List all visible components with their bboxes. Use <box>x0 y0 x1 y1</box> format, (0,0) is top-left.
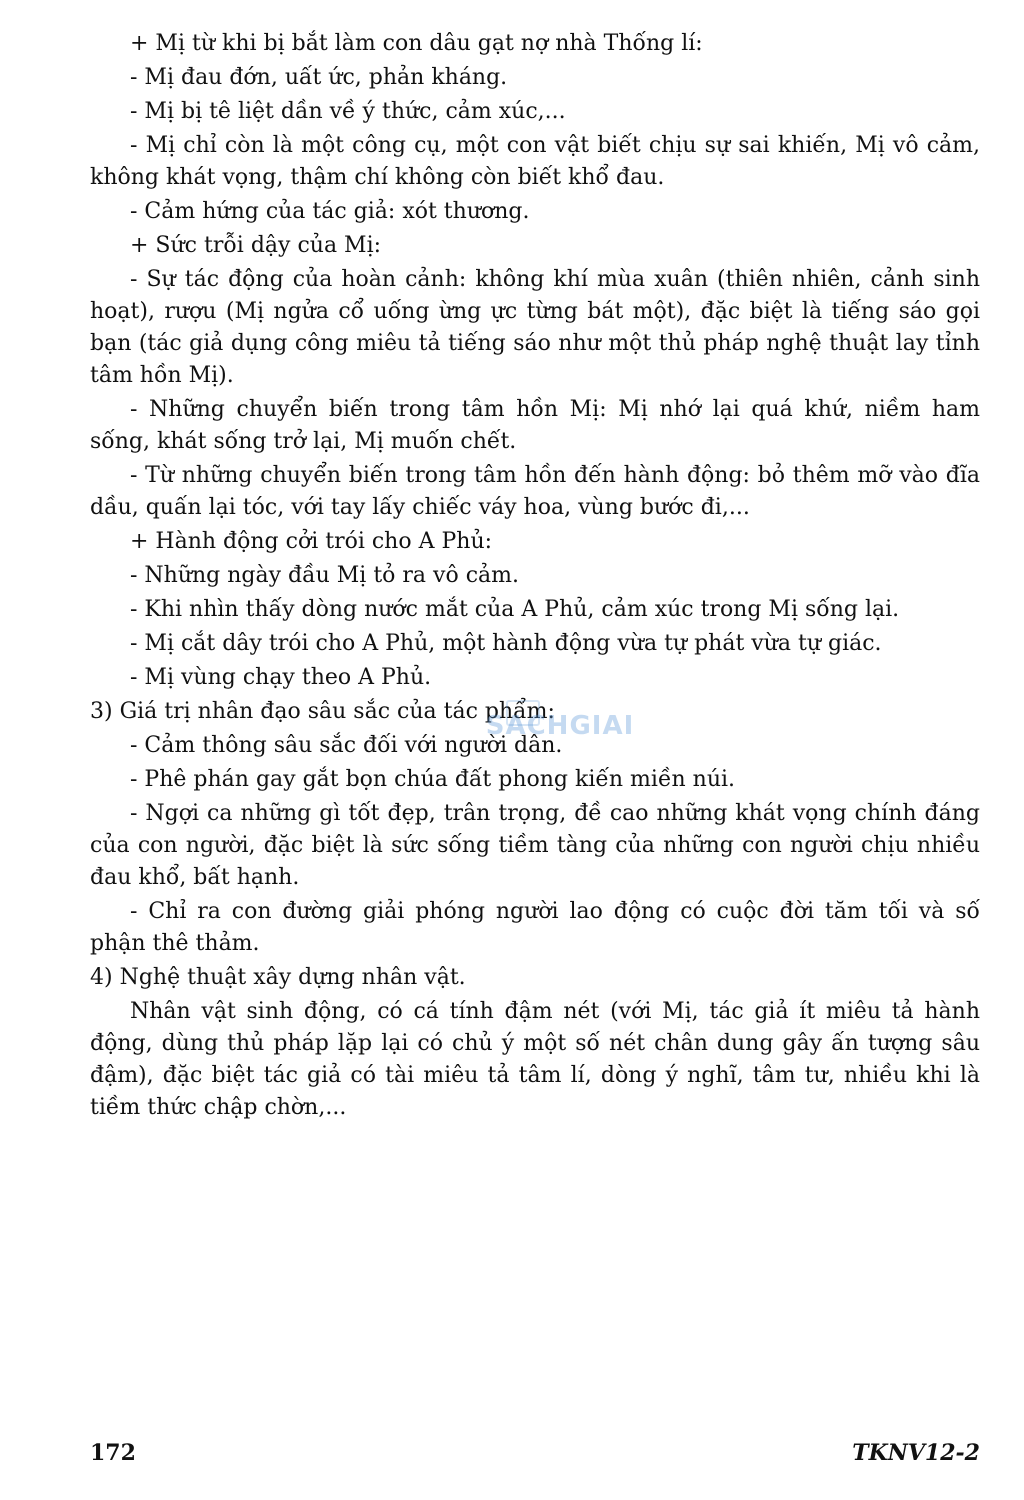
text-line: + Mị từ khi bị bắt làm con dâu gạt nợ nhà Thống lí: <box>130 31 703 56</box>
text-line: - Chỉ ra con đường giải phóng người lao động có cuộc đời tăm tối và số phận thê thảm. <box>90 899 980 956</box>
text-line: - Mị chỉ còn là một công cụ, một con vật biết chịu sự sai khiến, Mị vô cảm, không khát vọng, thậm chí không còn biết khổ đau. <box>90 133 980 190</box>
text-line: + Hành động cởi trói cho A Phủ: <box>130 529 493 554</box>
text-line: - Sự tác động của hoàn cảnh: không khí mùa xuân (thiên nhiên, cảnh sinh hoạt), rượu (Mị ngửa cổ uống ừng ực từng bát một), đặc biệt là tiếng sáo gọi bạn (tác giả dụng công miêu tả tiếng sáo như một thủ pháp nghệ thuật lay tỉnh tâm hồn Mị). <box>90 267 980 388</box>
page-number: 172 <box>90 1440 136 1466</box>
page-footer <box>90 1440 980 1466</box>
text-line: - Những chuyển biến trong tâm hồn Mị: Mị nhớ lại quá khứ, niềm ham sống, khát sống trở lại, Mị muốn chết. <box>90 397 980 454</box>
text-line: - Cảm hứng của tác giả: xót thương. <box>130 199 530 224</box>
text-line: - Phê phán gay gắt bọn chúa đất phong kiến miền núi. <box>130 767 736 792</box>
section-heading: 3) Giá trị nhân đạo sâu sắc của tác phẩm: <box>90 699 555 724</box>
text-line: - Mị vùng chạy theo A Phủ. <box>130 665 432 690</box>
text-line: - Mị cắt dây trói cho A Phủ, một hành động vừa tự phát vừa tự giác. <box>130 631 882 656</box>
watermark: SACHGIAI <box>485 711 635 741</box>
text-line: - Cảm thông sâu sắc đối với người dân. <box>130 733 563 758</box>
book-code: TKNV12-2 <box>852 1440 980 1466</box>
text-line: + Sức trỗi dậy của Mị: <box>130 233 382 258</box>
text-line: - Khi nhìn thấy dòng nước mắt của A Phủ, cảm xúc trong Mị sống lại. <box>130 597 900 622</box>
text-line: - Từ những chuyển biến trong tâm hồn đến hành động: bỏ thêm mỡ vào đĩa dầu, quấn lại tóc, với tay lấy chiếc váy hoa, vùng bước đi,... <box>90 463 980 520</box>
text-line: - Ngợi ca những gì tốt đẹp, trân trọng, đề cao những khát vọng chính đáng của con người, đặc biệt là sức sống tiềm tàng của những con người chịu nhiều đau khổ, bất hạnh. <box>90 801 980 890</box>
text-line: - Mị bị tê liệt dần về ý thức, cảm xúc,... <box>130 99 566 124</box>
page-body <box>90 28 980 1126</box>
text-line: Nhân vật sinh động, có cá tính đậm nét (với Mị, tác giả ít miêu tả hành động, dùng thủ pháp lặp lại có chủ ý một số nét chân dung gây ấn tượng sâu đậm), đặc biệt tác giả có tài miêu tả tâm lí, dòng ý nghĩ, tâm tư, nhiều khi là tiềm thức chập chờn,... <box>90 999 980 1120</box>
section-heading: 4) Nghệ thuật xây dựng nhân vật. <box>90 965 466 990</box>
text-line: - Những ngày đầu Mị tỏ ra vô cảm. <box>130 563 519 588</box>
text-line: - Mị đau đớn, uất ức, phản kháng. <box>130 65 508 90</box>
